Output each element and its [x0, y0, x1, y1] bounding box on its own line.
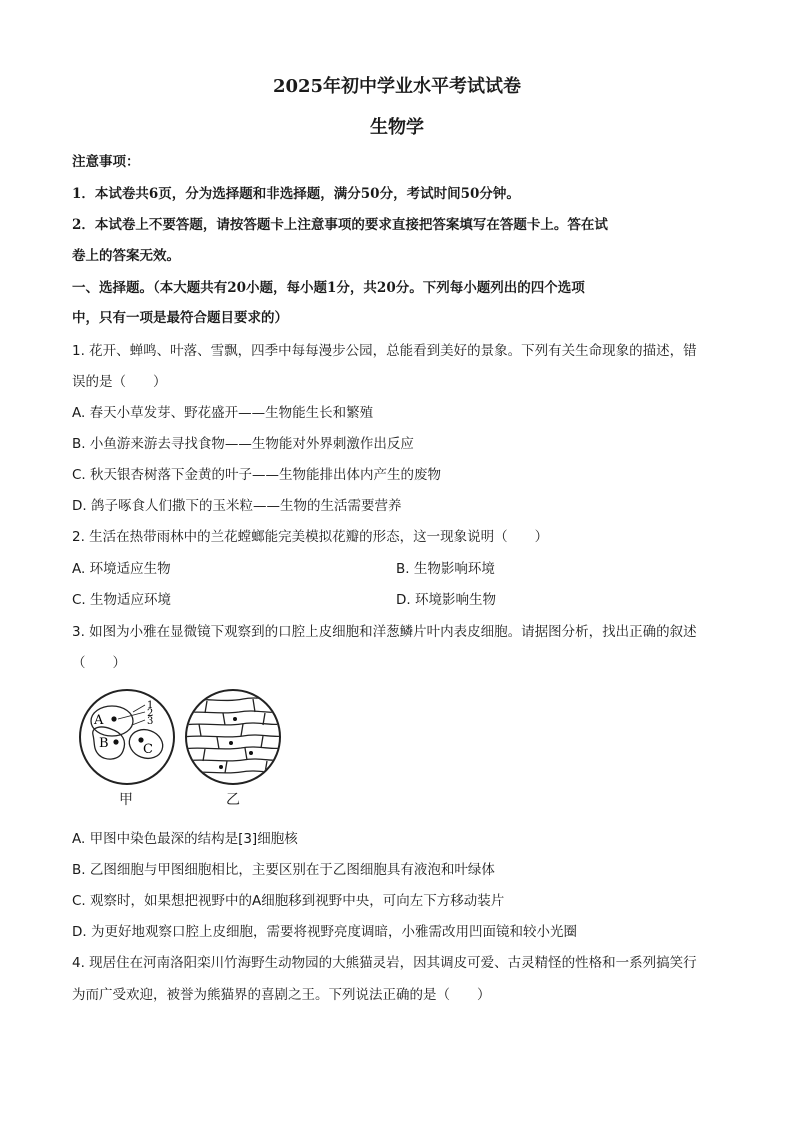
figure-jia-label: 甲 — [119, 792, 133, 808]
question-1-option-d: D. 鸽子啄食人们撒下的玉米粒——生物的生活需要营养 — [72, 498, 402, 514]
cell-label-c: C — [143, 742, 153, 757]
marker-1: 1 — [147, 700, 154, 711]
question-3-option-a: A. 甲图中染色最深的结构是[3]细胞核 — [72, 831, 298, 847]
question-2-stem: 2. 生活在热带雨林中的兰花螳螂能完美模拟花瓣的形态，这一现象说明（ ） — [72, 529, 549, 545]
cell-label-b: B — [99, 736, 109, 751]
question-3-option-b: B. 乙图细胞与甲图细胞相比，主要区别在于乙图细胞具有液泡和叶绿体 — [72, 862, 495, 878]
marker-2: 2 — [147, 708, 154, 719]
notice-item-1: 1．本试卷共6页，分为选择题和非选择题，满分50分，考试时间50分钟。 — [72, 186, 520, 202]
section-heading-cont: 中，只有一项是最符合题目要求的） — [72, 310, 288, 326]
question-1-option-a: A. 春天小草发芽、野花盛开——生物能生长和繁殖 — [72, 405, 374, 421]
figure-yi-label: 乙 — [226, 792, 240, 808]
question-2-option-a: A. 环境适应生物 — [72, 561, 171, 577]
question-4-stem-cont: 为而广受欢迎，被誉为熊猫界的喜剧之王。下列说法正确的是（ ） — [72, 987, 491, 1003]
exam-title: 2025年初中学业水平考试试卷 — [272, 76, 522, 97]
question-3-option-d: D. 为更好地观察口腔上皮细胞，需要将视野亮度调暗，小雅需改用凹面镜和较小光圈 — [72, 924, 577, 940]
notice-item-2: 2．本试卷上不要答题，请按答题卡上注意事项的要求直接把答案填写在答题卡上。答在试 — [72, 217, 608, 233]
subject-title: 生物学 — [370, 117, 424, 138]
question-1-stem: 1. 花开、蝉鸣、叶落、雪飘，四季中每每漫步公园，总能看到美好的景象。下列有关生命现象的描述，错 — [72, 343, 697, 359]
question-2-option-b: B. 生物影响环境 — [396, 561, 495, 577]
section-heading: 一、选择题。（本大题共有20小题，每小题1分，共20分。下列每小题列出的四个选项 — [72, 280, 585, 296]
question-3-stem-cont: （ ） — [72, 655, 126, 671]
notice-heading: 注意事项： — [72, 154, 140, 170]
question-1-option-c: C. 秋天银杏树落下金黄的叶子——生物能排出体内产生的废物 — [72, 467, 442, 483]
question-3-stem: 3. 如图为小雅在显微镜下观察到的口腔上皮细胞和洋葱鳞片叶内表皮细胞。请据图分析，找出正确的叙述 — [72, 624, 697, 640]
question-2-option-c: C. 生物适应环境 — [72, 592, 172, 608]
figure-yi-onion-cells — [183, 687, 283, 787]
marker-3: 3 — [147, 716, 154, 727]
question-2-option-d: D. 环境影响生物 — [396, 592, 496, 608]
question-4-stem: 4. 现居住在河南洛阳栾川竹海野生动物园的大熊猫灵岩，因其调皮可爱、古灵精怪的性格和一系列搞笑行 — [72, 955, 697, 971]
notice-item-2-cont: 卷上的答案无效。 — [72, 248, 180, 264]
question-3-option-c: C. 观察时，如果想把视野中的A细胞移到视野中央，可向左下方移动装片 — [72, 893, 505, 909]
cell-label-a: A — [94, 713, 104, 728]
question-1-option-b: B. 小鱼游来游去寻找食物——生物能对外界刺激作出反应 — [72, 436, 414, 452]
question-1-stem-cont: 误的是（ ） — [72, 374, 167, 390]
figure-jia-oral-cells — [77, 687, 177, 787]
